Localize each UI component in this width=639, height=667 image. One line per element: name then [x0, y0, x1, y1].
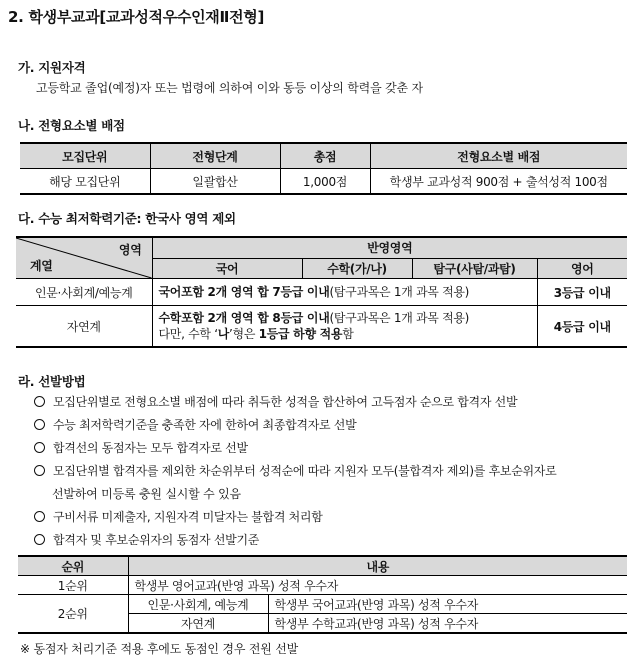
- cell-unit: 해당 모집단위: [20, 169, 150, 195]
- group-header-reflected: 반영영역: [152, 237, 627, 258]
- eligibility-text: 고등학교 졸업(예정)자 또는 법령에 의하여 이와 동등 이상의 학력을 갖춘 자: [36, 81, 423, 95]
- bullet-text: 모집단위별 합격자를 제외한 차순위부터 성적순에 따라 지원자 모두(불합격자 제외)를 후보순위자로: [53, 464, 557, 478]
- cell-rank-2-track-science: 자연계: [128, 614, 268, 634]
- cell-rank-2-content-science: 학생부 수학교과(반영 과목) 성적 우수자: [268, 614, 627, 634]
- criteria-science-line2-downgrade: 1등급 하향 적용: [258, 327, 343, 341]
- diagonal-header-cell: [16, 237, 152, 279]
- cell-english-humanities: 3등급 이내: [537, 279, 627, 306]
- bullet-continuation: 선발하여 미등록 충원 실시할 수 있음: [52, 487, 241, 501]
- cell-criteria-science: [152, 306, 537, 348]
- criteria-humanities-note: (탐구과목은 1개 과목 적용): [329, 285, 470, 299]
- score-allocation-table: [20, 142, 627, 195]
- cell-criteria-humanities: [152, 279, 537, 306]
- bullet-text: 합격선의 동점자는 모두 합격자로 선발: [53, 441, 248, 455]
- section-heading-score-allocation: 나. 전형요소별 배점: [18, 118, 125, 133]
- section-heading-eligibility: 가. 지원자격: [18, 60, 86, 75]
- bullet-item: [34, 462, 556, 479]
- cell-category-science: 자연계: [16, 306, 152, 348]
- circle-bullet-icon: [34, 419, 45, 430]
- criteria-science-bold: 수학포함 2개 영역 합 8등급 이내: [158, 311, 330, 325]
- section-heading-selection-method: 라. 선발방법: [18, 374, 86, 389]
- cell-english-science: 4등급 이내: [537, 306, 627, 348]
- circle-bullet-icon: [34, 511, 45, 522]
- header-unit: 모집단위: [20, 143, 150, 169]
- subheader-english: 영어: [537, 258, 627, 279]
- header-rank: 순위: [18, 556, 128, 576]
- bullet-item: [34, 393, 517, 410]
- header-content: 내용: [128, 556, 627, 576]
- circle-bullet-icon: [34, 396, 45, 407]
- cell-rank-1: 1순위: [18, 576, 128, 595]
- csat-minimum-table: [16, 236, 627, 348]
- cell-rank-2: 2순위: [18, 595, 128, 634]
- subheader-inquiry: 탐구(사탐/과탐): [412, 258, 537, 279]
- bullet-item: [34, 416, 356, 433]
- criteria-science-line2-mid: ’형은: [229, 327, 259, 341]
- criteria-science-line2-prefix: 다만, 수학 ‘: [158, 327, 218, 341]
- bullet-text: 합격자 및 후보순위자의 동점자 선발기준: [53, 533, 260, 547]
- bullet-text: 구비서류 미제출자, 지원자격 미달자는 불합격 처리함: [53, 510, 323, 524]
- bullet-item: [34, 508, 323, 525]
- cell-total: 1,000점: [280, 169, 370, 195]
- criteria-humanities-bold: 국어포함 2개 영역 합 7등급 이내: [158, 285, 330, 299]
- corner-track-label: 계열: [30, 259, 53, 273]
- section-heading-csat-minimum: 다. 수능 최저학력기준: 한국사 영역 제외: [18, 211, 236, 226]
- corner-area-label: 영역: [118, 243, 142, 257]
- tie-break-note: ※ 동점자 처리기준 적용 후에도 동점인 경우 전원 선발: [20, 642, 299, 656]
- subheader-math: 수학(가/나): [302, 258, 412, 279]
- bullet-item: [34, 531, 259, 548]
- cell-stage: 일괄합산: [150, 169, 280, 195]
- bullet-text: 수능 최저학력기준을 충족한 자에 한하여 최종합격자로 선발: [53, 418, 357, 432]
- cell-category-humanities: 인문·사회계/예능계: [16, 279, 152, 306]
- cell-rank-2-track-humanities: 인문·사회계, 예능계: [128, 595, 268, 614]
- circle-bullet-icon: [34, 534, 45, 545]
- cell-element-scores: 학생부 교과성적 900점 + 출석성적 100점: [370, 169, 627, 195]
- circle-bullet-icon: [34, 442, 45, 453]
- cell-rank-1-content: 학생부 영어교과(반영 과목) 성적 우수자: [128, 576, 627, 595]
- cell-rank-2-content-humanities: 학생부 국어교과(반영 과목) 성적 우수자: [268, 595, 627, 614]
- criteria-science-line2-type: 나: [217, 327, 230, 341]
- header-element-scores: 전형요소별 배점: [370, 143, 627, 169]
- bullet-text: 모집단위별로 전형요소별 배점에 따라 취득한 성적을 합산하여 고득점자 순으로 합격자 선발: [53, 395, 518, 409]
- circle-bullet-icon: [34, 465, 45, 476]
- subheader-korean: 국어: [152, 258, 302, 279]
- bullet-item: [34, 439, 248, 456]
- criteria-science-line2-suffix: 함: [342, 327, 354, 341]
- page-title: 2. 학생부교과[교과성적우수인재Ⅱ전형]: [8, 8, 265, 26]
- tie-break-table: [18, 555, 627, 634]
- header-stage: 전형단계: [150, 143, 280, 169]
- criteria-science-note: (탐구과목은 1개 과목 적용): [329, 311, 470, 325]
- header-total: 총점: [280, 143, 370, 169]
